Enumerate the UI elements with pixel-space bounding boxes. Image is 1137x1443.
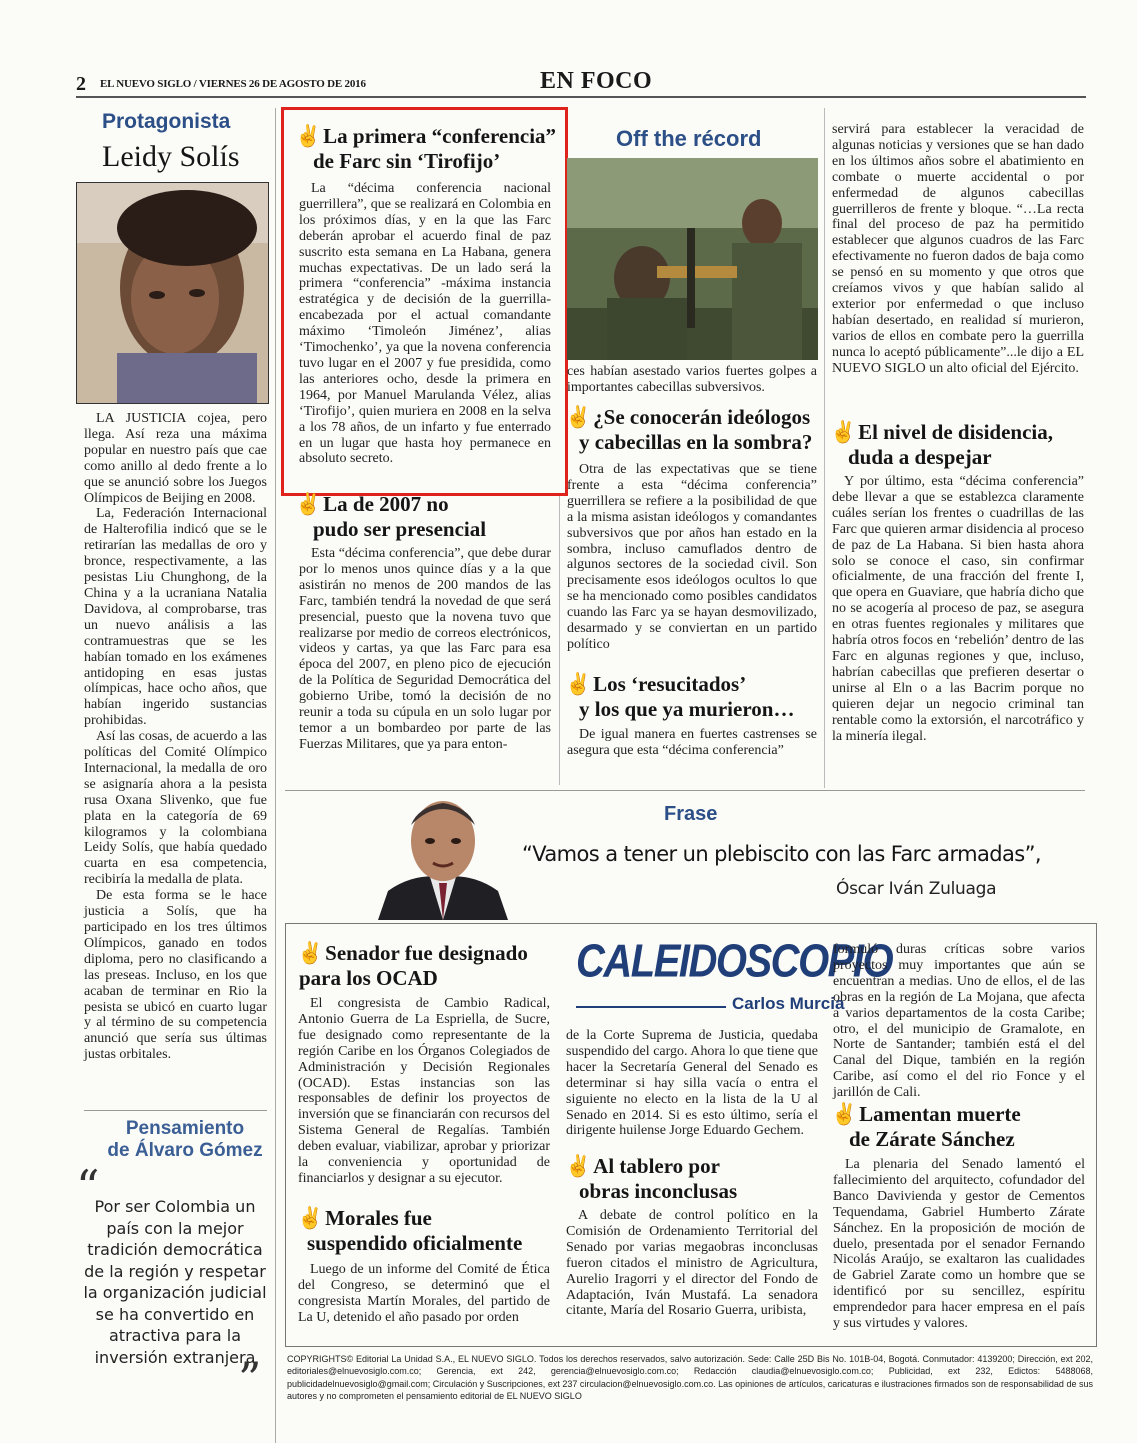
paragraph: Y por último, esta “décima conferencia” debe llevar a que se establezca claramente cuáles serían los frentes o cuadrillas de las Farc que quieren armar disidencia al proceso de paz de La Habana. Si bien hasta ahora solo se conoce el caso, sin confirmar oficialmente, de una fracción del frente I, que opera en Guaviare, que habría dicho que no se acogería al proceso de paz, se asegura en otras fuentes regionales y militares que habría otros focos en ‘rebelión’ dentro de las Farc en algunas regiones y que, incluso, habrían cabecillas que prefieren desertar o unirse al Eln o a las Bacrim porque no quieren dejar un negocio criminal tan rentable como la extorsión, el narcotráfico y la minería ilegal. — [832, 474, 1084, 744]
frase-quote: “Vamos a tener un plebiscito con las Farc armadas”, — [522, 842, 1041, 866]
speaker-photo — [378, 793, 508, 920]
paragraph: Así las cosas, de acuerdo a las políticas del Comité Olímpico Internacional, la medalla de oro se asignaría ahora a la pesista rusa Oxana Slivenko, que fue plata en la categoría de 69 kilogramos y la colombiana Leidy Solís, que había quedado cuarta en esa competencia, recibiría la medalla de plata. — [84, 729, 267, 888]
protagonista-body — [84, 411, 267, 1063]
guerrilla-photo — [567, 158, 818, 360]
headline-line: duda a despejar — [848, 445, 992, 469]
paragraph: Luego de un informe del Comité de Ética del Congreso, se determinó que el congresista Martín Morales, del partido de La U, detenido el año pasado por orden — [298, 1262, 550, 1325]
victory-hand-icon: ✌ — [831, 1102, 858, 1126]
caleidoscopio-title: CALEIDOSCOPIO — [576, 936, 893, 987]
headline-line: de Farc sin ‘Tirofijo’ — [313, 149, 501, 173]
paragraph: de la Corte Suprema de Justicia, quedaba suspendido del cargo. Ahora lo que tiene que hacer la Secretaría General del Senado es determinar si hay silla vacía o entra el siguiente no electo en la lista de la U al Senado en 2014. Si es esto último, sería el dirigente huilense Jorge Eduardo Gechem. — [566, 1028, 818, 1139]
article-body — [567, 462, 817, 653]
pensamiento-title — [100, 1118, 270, 1162]
frase-label: Frase — [664, 803, 718, 825]
victory-hand-icon: ✌ — [830, 420, 857, 444]
paragraph: formuló duras críticas sobre varios proyectos muy importantes que aún se encuentran a medias. Uno de ellos, el de las obras en la región de La Mojana, que afecta a varios departamentos de la costa Caribe; otro, el del municipio de Gramalote, en Norte de Santander; también está el del Canal del Dique, también en la región Caribe, así como el del rio Fonce y el jarillón de Cali. — [833, 942, 1085, 1101]
headline-line: para los OCAD — [299, 966, 438, 990]
article-body — [833, 1157, 1085, 1332]
article-headline — [831, 1102, 1091, 1152]
paper-date: EL NUEVO SIGLO / VIERNES 26 DE AGOSTO DE 2016 — [100, 78, 366, 90]
victory-hand-icon: ✌ — [565, 405, 592, 429]
article-headline — [830, 420, 1090, 470]
headline-line: Al tablero por — [593, 1154, 720, 1178]
paragraph: La plenaria del Senado lamentó el fallecimiento del arquitecto, cofundador del Banco Davivienda y gestor de Cementos Tequendama, Gabriel Humberto Zárate Sánchez. En la proposición de moción de duelo, presentada por el senador Fernando Nicolás Araújo, se exaltaron las cualidades de Gabriel Zarate como un hombre que se identificó por su sencillez, espíritu emprendedor para hacer empresa en el país y sus virtudes y valores. — [833, 1157, 1085, 1332]
victory-hand-icon: ✌ — [565, 672, 592, 696]
divider — [285, 790, 1085, 791]
athlete-photo — [76, 182, 269, 404]
article-body — [566, 1208, 818, 1319]
headline-line: de Zárate Sánchez — [849, 1127, 1015, 1151]
article-body — [298, 1262, 550, 1326]
victory-hand-icon: ✌ — [297, 1206, 324, 1230]
paragraph: La, Federación Internacional de Halterofilia indicó que se le retirarían las medallas de oro y bronce, respectivamente, a las pesistas Liu Chunghong, de la China y a la ucraniana Natalia Davidova, al comprobarse, tras un nuevo análisis a las contramuestras que se les habían tomado en los exámenes antidoping en esas justas olímpicas, hace ocho años, que habían ingerido sustancias prohibidas. — [84, 506, 267, 729]
header-rule — [76, 96, 1086, 98]
protagonista-name: Leidy Solís — [102, 140, 240, 173]
headline-line: y cabecillas en la sombra? — [579, 430, 813, 454]
paragraph: De esta forma se le hace justicia a Solís, que ha participado en los tres últimos Olímpicos, ganado en todos diploma, pero no clasificando a las preseas. Incluso, en los que acaban de terminar en Rio la pesista se ubicó en cuarto lugar y al término de su competencia anunció que sería sus últimas justas orbitales. — [84, 888, 267, 1063]
article-body — [832, 474, 1084, 744]
article-headline — [565, 1154, 825, 1204]
paragraph: ces habían asestado varios fuertes golpes a importantes cabecillas subversivos. — [567, 364, 817, 395]
headline-line: Los ‘resucitados’ — [593, 672, 747, 696]
victory-hand-icon: ✌ — [295, 124, 322, 148]
paragraph: De igual manera en fuertes castrenses se asegura que esta “décima conferencia” — [567, 727, 817, 758]
victory-hand-icon: ✌ — [297, 941, 324, 965]
off-record-section: Off the récord — [616, 126, 762, 151]
article-headline — [297, 1206, 557, 1256]
article-headline — [565, 405, 827, 455]
column-divider — [275, 108, 276, 1443]
article-body — [567, 727, 817, 759]
article-body — [299, 546, 551, 753]
article-headline — [295, 124, 560, 174]
column-divider — [559, 495, 560, 785]
frase-author: Óscar Iván Zuluaga — [836, 879, 997, 899]
headline-line: Morales fue — [325, 1206, 432, 1230]
article-body — [833, 942, 1085, 1101]
paragraph: A debate de control político en la Comisión de Ordenamiento Territorial del Senado por varias megaobras inconclusas fueron citados el ministro de Agricultura, Aurelio Iragorri y el director del Fondo de Adaptación, Iván Mustafá. La senadora citante, María del Rosario Guerra, uribista, — [566, 1208, 818, 1319]
protagonista-section: Protagonista — [102, 110, 231, 133]
headline-line: El nivel de disidencia, — [858, 420, 1054, 444]
photo-caption-continuation — [567, 364, 817, 396]
victory-hand-icon: ✌ — [295, 492, 322, 516]
headline-line: Senador fue designado — [325, 941, 528, 965]
paragraph: servirá para establecer la veracidad de algunas noticias y versiones que se han dado en los últimos años sobre el abatimiento en combate o muerte accidental o por enfermedad de algunos cabecillas guerrilleros de frente y bloque. “…La recta final del proceso de paz ha permitido establecer que algunos cuadros de las Farc efectivamente no fueron dados de baja como se pensó en su momento y que otros que creíamos vivos y que habían salido al exterior por enfermedad o que incluso habían desertado, en realidad sí murieron, varios de ellos en combate pero la guerrilla nunca lo aceptó públicamente”...le dijo a EL NUEVO SIGLO un alto oficial del Ejército. — [832, 122, 1084, 376]
article-body — [299, 181, 551, 467]
paragraph: Esta “décima conferencia”, que debe durar por lo menos unos quince días y a la que asistirán no menos de 200 mandos de las Farc, también tendrá la novedad de que será presencial, puesto que la novena tuvo que realizarse por medio de correos electrónicos, videos y cartas, ya que las Farc para esa época del 2007, en pleno pico de ejecución de la Política de Seguridad Democrática del gobierno Uribe, tomó la decisión de no reunir a toda su cúpula en un solo lugar por temor a un bombardeo por parte de las Fuerzas Militares, que ya para enton- — [299, 546, 551, 752]
article-body — [566, 1028, 818, 1139]
caleidoscopio-author: Carlos Murcia — [732, 994, 845, 1013]
headline-line: Lamentan muerte — [859, 1102, 1021, 1126]
copyright-footer: COPYRIGHTS© Editorial La Unidad S.A., EL NUEVO SIGLO. Todos los derechos reservados, salvo autorización. Sede: Calle 25D Bis No. 101B-04, Bogotá. Conmutador: 4139200; Dirección, ext 202, editoriales@elnuevosiglo.com.co; Gerencia, ext 242, gerencia@elnuevosiglo.com.co; Redacción claudia@elnuevosiglo.com.co; Publicidad, ext 232, Edictos: 5488068, publicidadelnuevosiglo@gmail.com; Circulación y Suscripciones, ext 237 circulacion@elnuevosiglo.com.co. Las opiniones de artículos, caricaturas e ilustraciones firmados son de responsabilidad de sus autores y no comprometen el pensamiento editorial de EL NUEVO SIGLO — [287, 1354, 1093, 1402]
pensamiento-title-line: Pensamiento — [125, 1118, 245, 1139]
article-headline — [297, 941, 557, 991]
paragraph: La “décima conferencia nacional guerrillera”, que se realizará en Colombia en los próximos días, y en la que las Farc deberán aprobar el acuerdo final de paz suscrito esta semana en La Habana, genera muchas expectativas. De un lado será la primera “conferencia” -máxima instancia estratégica y de decisión de la guerrilla- encabezada por el actual comandante máximo ‘Timoleón Jiménez’, alias ‘Timochenko’, ya que la novena conferencia tuvo lugar en el 2007 y fue presidida, como las anteriores ocho, desde la primera en 1964, por Manuel Marulanda Vélez, alias ‘Tirofijo’, quien muriera en 2008 en la selva a los 78 años, de un infarto y fue enterrado en un lugar que hasta hoy permanece en absoluto secreto. — [299, 181, 551, 467]
headline-line: La de 2007 no — [323, 492, 449, 516]
headline-line: y los que ya murieron… — [579, 697, 795, 721]
article-body — [832, 122, 1084, 377]
headline-line: suspendido oficialmente — [307, 1231, 523, 1255]
pensamiento-quote: Por ser Colombia un país con la mejor tradición democrática de la región y respetar la organización judicial se ha convertido en atractiva para la inversión extranjera — [83, 1197, 267, 1367]
close-quote-mark: ” — [238, 1352, 262, 1406]
page-number: 2 — [76, 73, 86, 95]
paragraph: Otra de las expectativas que se tiene frente a esta “décima conferencia” guerrillera se refiere a la posibilidad de que a la misma asistan ideólogos y comandantes subversivos que por años han estado en la sombra, incluso camuflados dentro de algunos sectores de la sociedad civil. Son precisamente esos ideólogos ocultos lo que se ha mencionado como posibles candidatos cuando las Farc ya se hayan desmovilizado, desarmado y se conviertan en un partido político — [567, 462, 817, 652]
headline-line: obras inconclusas — [579, 1179, 738, 1203]
paragraph: El congresista de Cambio Radical, Antonio Guerra de La Espriella, de Sucre, fue designado como representante de la región Caribe en los Órganos Colegiados de Administración y Decisión Regionales (OCAD). Estas instancias son las responsables de definir los proyectos de inversión que se financiarán con recursos del Sistema General de Regalías. También deben evaluar, viabilizar, aprobar y priorizar la conveniencia y oportunidad de financiarlos y designar a su ejecutor. — [298, 996, 550, 1186]
article-headline — [565, 672, 827, 722]
section-title: EN FOCO — [540, 68, 653, 94]
headline-line: pudo ser presencial — [313, 517, 487, 541]
paragraph: LA JUSTICIA cojea, pero llega. Así reza una máxima popular en nuestro país que cae como anillo al dedo frente a lo que se anunció sobre los Juegos Olímpicos de Beijing en 2008. — [84, 411, 267, 506]
victory-hand-icon: ✌ — [565, 1154, 592, 1178]
open-quote-mark: “ — [76, 1160, 100, 1214]
divider — [84, 1110, 267, 1111]
article-headline — [295, 492, 555, 542]
pensamiento-title-line: de Álvaro Gómez — [107, 1140, 263, 1161]
headline-line: La primera “conferencia” — [323, 124, 557, 148]
article-body — [298, 996, 550, 1187]
divider — [576, 1006, 726, 1008]
headline-line: ¿Se conocerán ideólogos — [593, 405, 811, 429]
